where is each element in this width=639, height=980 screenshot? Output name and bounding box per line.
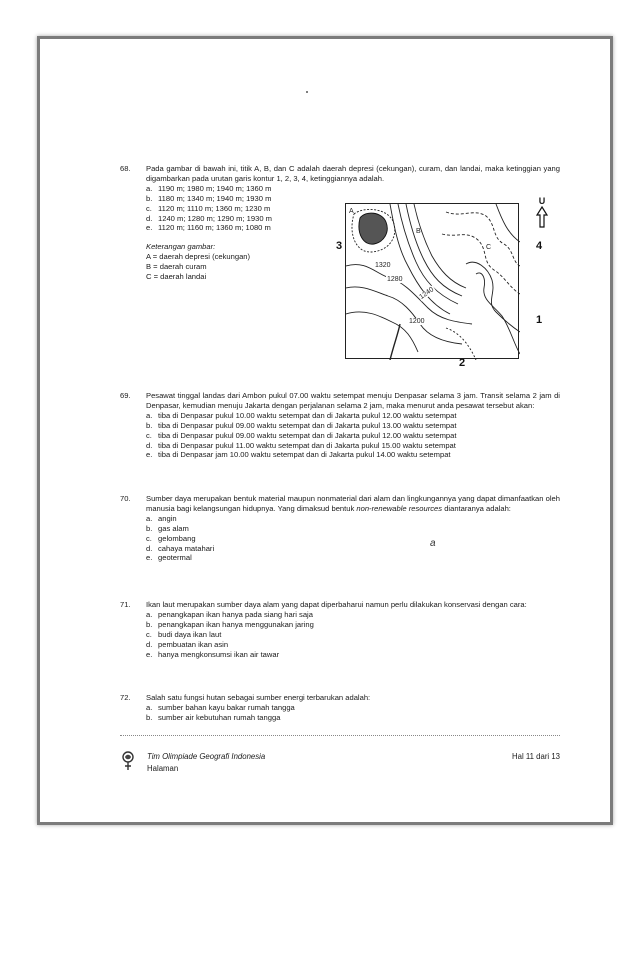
option-a[interactable]: a. tiba di Denpasar pukul 10.00 waktu setempat dan di Jakarta pukul 12.00 waktu setempat — [146, 410, 457, 420]
map-side-label: 3 — [336, 240, 343, 252]
option-d[interactable]: d. 1240 m; 1280 m; 1290 m; 1930 m — [146, 213, 272, 223]
question-text: Sumber daya merupakan bentuk material maupun nonmaterial dari alam dan lingkungannya yang dapat dimanfaatkan oleh manusia bagi kelangsungan hidupnya. Yang dimaksud bentuk non-renewable resources diantaranya adalah: — [146, 494, 560, 513]
olympiad-logo-icon — [120, 750, 136, 772]
option-d[interactable]: d. cahaya matahari — [146, 543, 215, 553]
options-list — [146, 610, 560, 660]
emphasis-term: non-renewable resources — [356, 503, 443, 513]
option-b[interactable]: b. sumber air kebutuhan rumah tangga — [146, 712, 281, 722]
option-b[interactable]: b. gas alam — [146, 523, 189, 533]
question-number: 70. — [120, 494, 131, 503]
map-side-label: 2 — [459, 357, 466, 369]
contour-map — [345, 203, 519, 359]
contour-label: 1280 — [387, 276, 403, 283]
question-text: Pesawat tinggal landas dari Ambon pukul 07.00 waktu setempat menuju Denpasar selama 3 jam. Transit selama 2 jam di Denpasar, kemudian menuju Jakarta dengan perjalanan selama 2 jam, maka menurut anda pesawat tersebut akan: — [146, 391, 560, 410]
scan-speck — [306, 91, 308, 93]
map-side-label: 1 — [536, 314, 543, 326]
option-d[interactable]: d. tiba di Denpasar pukul 11.00 waktu setempat dan di Jakarta pukul 15.00 waktu setempat — [146, 440, 456, 450]
contour-lines — [346, 204, 520, 360]
footer-org: Tim Olimpiade Geografi Indonesia — [147, 752, 266, 761]
option-b[interactable]: b. 1180 m; 1340 m; 1940 m; 1930 m — [146, 193, 272, 203]
map-point-label: A — [349, 208, 354, 215]
question-number: 72. — [120, 693, 131, 702]
map-point-label: C — [486, 244, 492, 251]
map-legend-item: A = daerah depresi (cekungan) — [146, 252, 251, 262]
contour-label: 1320 — [375, 262, 391, 269]
map-side-label: 4 — [536, 240, 543, 252]
map-point-label: B — [416, 228, 421, 235]
option-a[interactable]: a. angin — [146, 513, 177, 523]
map-legend-item: C = daerah landai — [146, 272, 207, 282]
footer-divider — [120, 735, 560, 736]
option-c[interactable]: c. gelombang — [146, 533, 196, 543]
question-text: Ikan laut merupakan sumber daya alam yang dapat diperbaharui namun perlu dilakukan konservasi dengan cara: — [146, 600, 527, 609]
contour-label: 1200 — [409, 318, 425, 325]
option-a[interactable]: a. 1190 m; 1980 m; 1940 m; 1360 m — [146, 183, 272, 193]
north-label: U — [538, 196, 546, 206]
option-c[interactable]: c. tiba di Denpasar pukul 09.00 waktu setempat dan di Jakarta pukul 12.00 waktu setempat — [146, 430, 457, 440]
question-number: 68. — [120, 164, 131, 173]
option-e[interactable]: e. tiba di Denpasar jam 10.00 waktu setempat dan di Jakarta pukul 14.00 waktu setempat — [146, 450, 451, 460]
question-69 — [120, 391, 560, 460]
question-70 — [120, 494, 560, 563]
north-arrow — [535, 196, 549, 233]
option-a[interactable]: a. sumber bahan kayu bakar rumah tangga — [146, 702, 295, 712]
map-legend-item: B = daerah curam — [146, 262, 207, 272]
option-b[interactable]: b. penangkapan ikan hanya menggunakan jaring — [146, 619, 314, 629]
question-71 — [120, 600, 560, 659]
question-number: 69. — [120, 391, 131, 400]
option-e[interactable]: e. 1120 m; 1160 m; 1360 m; 1080 m — [146, 223, 271, 233]
question-number: 71. — [120, 600, 131, 609]
options-list — [146, 514, 560, 564]
option-c[interactable]: c. budi daya ikan laut — [146, 629, 222, 639]
handwritten-mark: a — [430, 538, 436, 549]
option-e[interactable]: e. geotermal — [146, 553, 192, 563]
map-legend-title: Keterangan gambar: — [146, 242, 216, 252]
question-text: Salah satu fungsi hutan sebagai sumber energi terbarukan adalah: — [146, 693, 371, 702]
options-list — [146, 703, 560, 723]
option-e[interactable]: e. hanya mengkonsumsi ikan air tawar — [146, 649, 280, 659]
north-arrow-icon — [536, 206, 548, 228]
option-a[interactable]: a. penangkapan ikan hanya pada siang hari saja — [146, 609, 313, 619]
contour-label: 1240 — [418, 286, 436, 301]
option-c[interactable]: c. 1120 m; 1110 m; 1360 m; 1230 m — [146, 203, 271, 213]
option-b[interactable]: b. tiba di Denpasar pukul 09.00 waktu setempat dan di Jakarta pukul 13.00 waktu setempat — [146, 420, 457, 430]
options-list — [146, 411, 560, 461]
question-72 — [120, 693, 560, 723]
page-number: Hal 11 dari 13 — [512, 752, 560, 761]
footer-halaman: Halaman — [147, 764, 179, 773]
question-text: Pada gambar di bawah ini, titik A, B, dan C adalah daerah depresi (cekungan), curam, dan landai, maka ketinggian yang digambarkan pada urutan garis kontur 1, 2, 3, 4, ketinggiannya adalah. — [146, 164, 560, 183]
option-d[interactable]: d. pembuatan ikan asin — [146, 639, 229, 649]
